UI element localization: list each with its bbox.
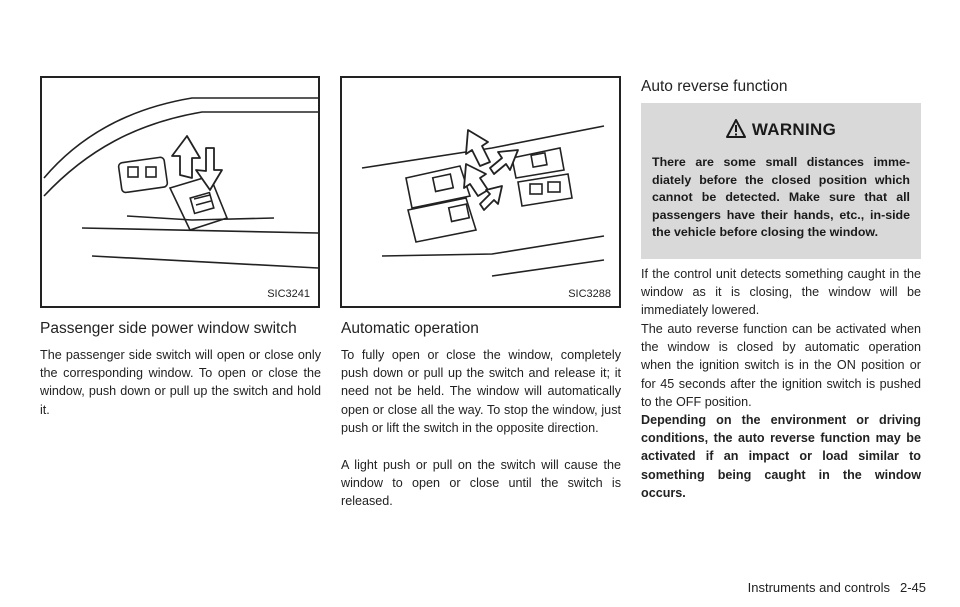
paragraph-auto-reverse-3: Depending on the environment or driving conditions, the auto reverse function may be activated if an impact or load similar to something being caught in the window occurs. <box>641 413 921 500</box>
paragraph-automatic-1: To fully open or close the window, completely push down or pull up the switch and release it; it need not be held. The window will automatically open or close all the way. To stop the window, just push or lift the switch in the opposite direction. <box>341 348 621 435</box>
page-footer <box>748 580 926 595</box>
figure-passenger-switch <box>40 76 320 308</box>
warning-triangle-icon <box>726 119 746 143</box>
heading-automatic-operation: Automatic operation <box>341 320 479 337</box>
heading-passenger-switch: Passenger side power window switch <box>40 320 297 337</box>
figure-automatic-operation <box>340 76 621 308</box>
paragraph-automatic-2: A light push or pull on the switch will cause the window to open or close until the switch is released. <box>341 458 621 509</box>
warning-text: There are some small distances imme-diately before the closed position which cannot be detected. Make sure that all passengers have their hands, etc., in-side the vehicle before closing the window. <box>652 155 910 240</box>
paragraph-auto-reverse-1: If the control unit detects something caught in the window as it is closing, the window will be immediately lowered. <box>641 267 921 318</box>
passenger-switch-illustration <box>42 78 318 306</box>
paragraph-auto-reverse-2: The auto reverse function can be activated when the window is closed by automatic operation when the ignition switch is in the ON position or for 45 seconds after the ignition switch is pushed to the OFF position. <box>641 322 921 409</box>
warning-title <box>641 119 921 143</box>
heading-auto-reverse: Auto reverse function <box>641 78 788 95</box>
figure-code: SIC3288 <box>568 288 611 300</box>
figure-code: SIC3241 <box>267 288 310 300</box>
paragraph-passenger-switch: The passenger side switch will open or close only the corresponding window. To open or close the window, push down or pull up the switch and hold it. <box>40 348 321 417</box>
footer-chapter: Instruments and controls <box>747 580 890 595</box>
page-number: 2-45 <box>899 580 926 595</box>
warning-box <box>641 103 921 259</box>
driver-switch-illustration <box>342 78 619 306</box>
warning-title-text: WARNING <box>751 120 837 139</box>
